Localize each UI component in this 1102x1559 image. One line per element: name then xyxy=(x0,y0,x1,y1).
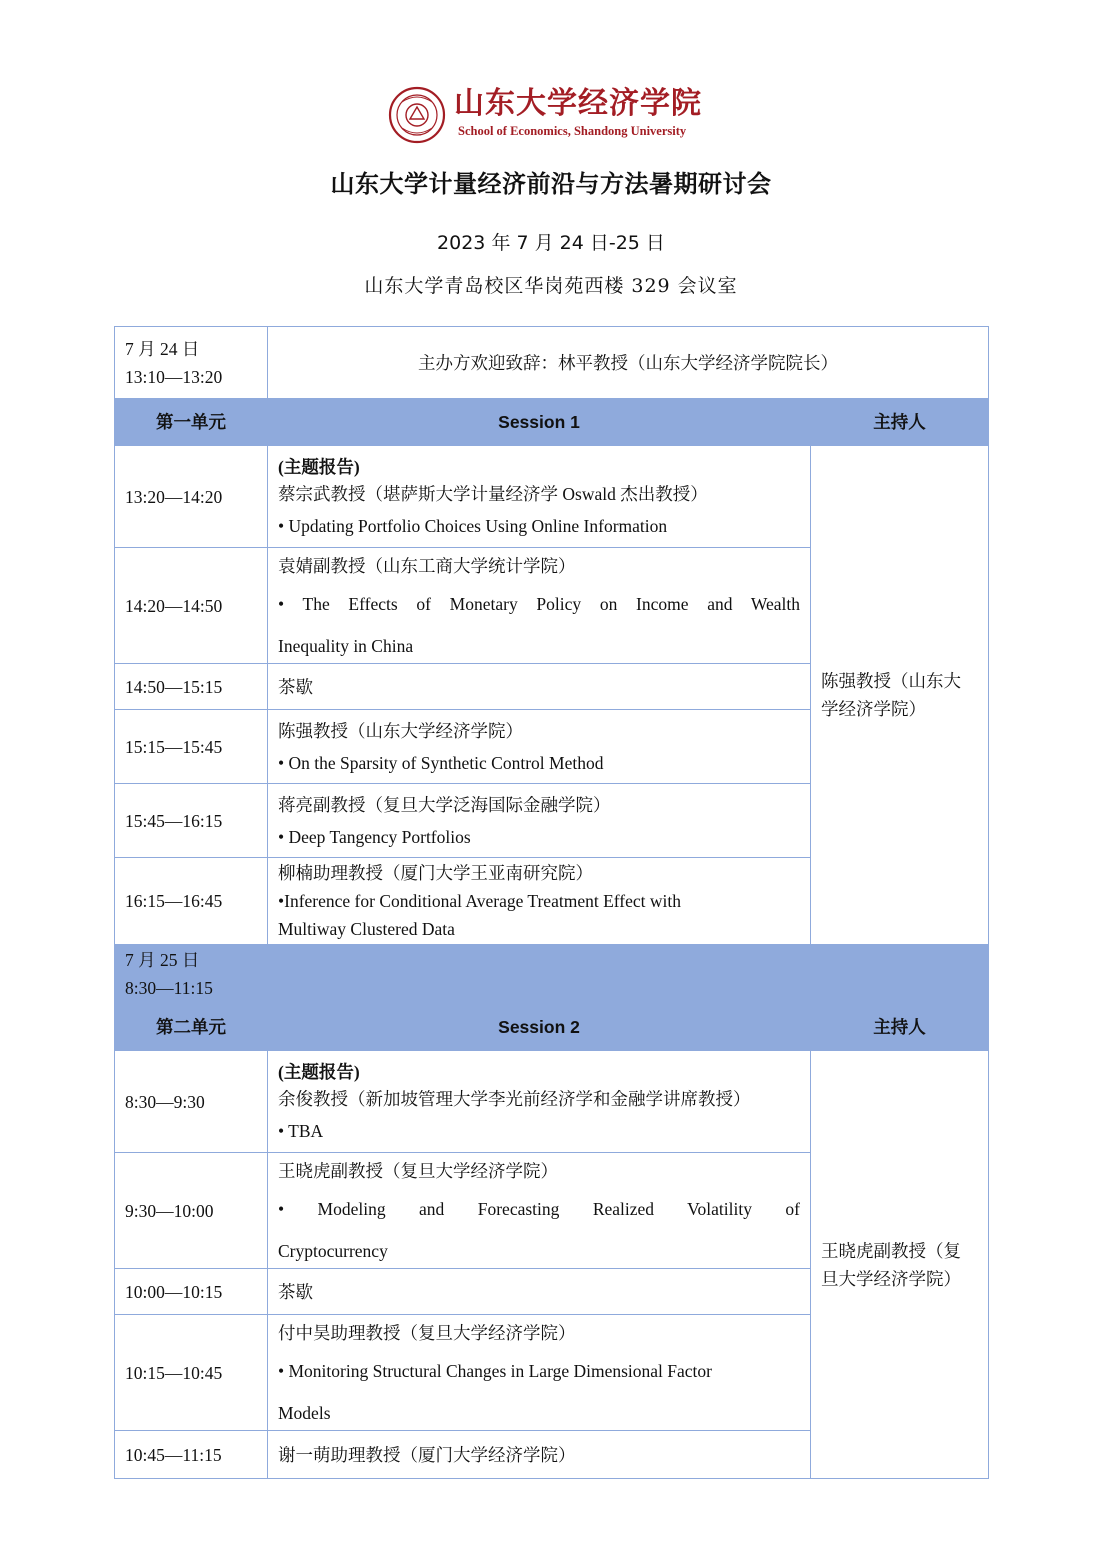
time-cell: 14:50—15:15 xyxy=(115,664,268,710)
talk-title: • Updating Portfolio Choices Using Online Information xyxy=(278,515,668,536)
speaker: 袁婧副教授（山东工商大学统计学院） xyxy=(278,555,576,576)
keynote-tag: (主题报告) xyxy=(278,456,360,477)
talk-title: • TBA xyxy=(278,1120,324,1141)
day2-band xyxy=(268,945,989,1003)
talk-title: • The Effects of Monetary Policy on Income and Wealth xyxy=(278,593,800,614)
logo-chinese-name: 山东大学经济学院 xyxy=(454,86,702,121)
session1-unit: 第一单元 xyxy=(115,399,268,446)
school-logo xyxy=(388,86,708,144)
day2-time-cell xyxy=(115,945,268,1003)
speaker: 付中昊助理教授（复旦大学经济学院） xyxy=(278,1322,576,1343)
talk-cell xyxy=(268,1051,811,1153)
talk-title: • On the Sparsity of Synthetic Control Method xyxy=(278,752,604,773)
session2-name: Session 2 xyxy=(268,1003,811,1051)
opening-row xyxy=(115,327,989,399)
break-cell: 茶歇 xyxy=(268,664,811,710)
talk-title-cont: Inequality in China xyxy=(278,635,414,656)
keynote-tag: (主题报告) xyxy=(278,1061,360,1082)
talk-cell xyxy=(268,548,811,664)
talk-cell xyxy=(268,446,811,548)
time-cell: 10:45—11:15 xyxy=(115,1431,268,1479)
time-cell: 13:20—14:20 xyxy=(115,446,268,548)
talk-title-cont: Models xyxy=(278,1402,331,1423)
schedule-table xyxy=(114,326,989,1479)
session1-host-label: 主持人 xyxy=(811,399,989,446)
speaker: 蔡宗武教授（堪萨斯大学计量经济学 Oswald 杰出教授） xyxy=(278,483,708,504)
opening-time-cell xyxy=(115,327,268,399)
session2-unit: 第二单元 xyxy=(115,1003,268,1051)
session1-name: Session 1 xyxy=(268,399,811,446)
break-cell: 茶歇 xyxy=(268,1269,811,1315)
time-cell: 16:15—16:45 xyxy=(115,858,268,945)
session1-host: 陈强教授（山东大学经济学院） xyxy=(811,446,989,945)
talk-title: •Inference for Conditional Average Treatment Effect with xyxy=(278,891,681,911)
speaker: 陈强教授（山东大学经济学院） xyxy=(278,720,523,741)
time-cell: 10:15—10:45 xyxy=(115,1315,268,1431)
day2-time: 8:30—11:15 xyxy=(125,977,213,998)
talk-cell xyxy=(268,858,811,945)
talk-title: • Deep Tangency Portfolios xyxy=(278,826,471,847)
university-seal-icon xyxy=(388,86,446,144)
table-row xyxy=(115,446,989,548)
session1-header-row xyxy=(115,399,989,446)
talk-title: • Monitoring Structural Changes in Large Dimensional Factor xyxy=(278,1360,712,1381)
talk-cell xyxy=(268,1315,811,1431)
talk-title-cont: Cryptocurrency xyxy=(278,1240,388,1261)
talk-cell xyxy=(268,710,811,784)
page-title: 山东大学计量经济前沿与方法暑期研讨会 xyxy=(330,169,772,198)
talk-cell xyxy=(268,784,811,858)
talk-cell xyxy=(268,1153,811,1269)
time-cell: 15:15—15:45 xyxy=(115,710,268,784)
opening-welcome: 主办方欢迎致辞：林平教授（山东大学经济学院院长） xyxy=(268,327,989,399)
talk-cell xyxy=(268,1431,811,1479)
time-cell: 9:30—10:00 xyxy=(115,1153,268,1269)
speaker: 蒋亮副教授（复旦大学泛海国际金融学院） xyxy=(278,794,611,815)
day2-row xyxy=(115,945,989,1003)
logo-english-name: School of Economics, Shandong University xyxy=(458,124,687,138)
speaker: 柳楠助理教授（厦门大学王亚南研究院） xyxy=(278,863,593,883)
day2-date: 7 月 25 日 xyxy=(125,949,200,970)
session2-host-label: 主持人 xyxy=(811,1003,989,1051)
time-cell: 10:00—10:15 xyxy=(115,1269,268,1315)
speaker: 谢一萌助理教授（厦门大学经济学院） xyxy=(278,1444,576,1465)
time-cell: 8:30—9:30 xyxy=(115,1051,268,1153)
session2-host: 王晓虎副教授（复旦大学经济学院） xyxy=(811,1051,989,1479)
speaker: 王晓虎副教授（复旦大学经济学院） xyxy=(278,1160,558,1181)
time-cell: 14:20—14:50 xyxy=(115,548,268,664)
table-row xyxy=(115,1051,989,1153)
time-cell: 15:45—16:15 xyxy=(115,784,268,858)
speaker: 余俊教授（新加坡管理大学李光前经济学和金融学讲席教授） xyxy=(278,1088,751,1109)
opening-time: 13:10—13:20 xyxy=(125,366,223,387)
session2-header-row xyxy=(115,1003,989,1051)
opening-date: 7 月 24 日 xyxy=(125,338,200,359)
talk-title: • Modeling and Forecasting Realized Volatility of xyxy=(278,1198,800,1219)
event-date: 2023 年 7 月 24 日-25 日 xyxy=(437,232,665,254)
talk-title-cont: Multiway Clustered Data xyxy=(278,919,455,939)
event-venue: 山东大学青岛校区华岗苑西楼 329 会议室 xyxy=(364,275,738,297)
